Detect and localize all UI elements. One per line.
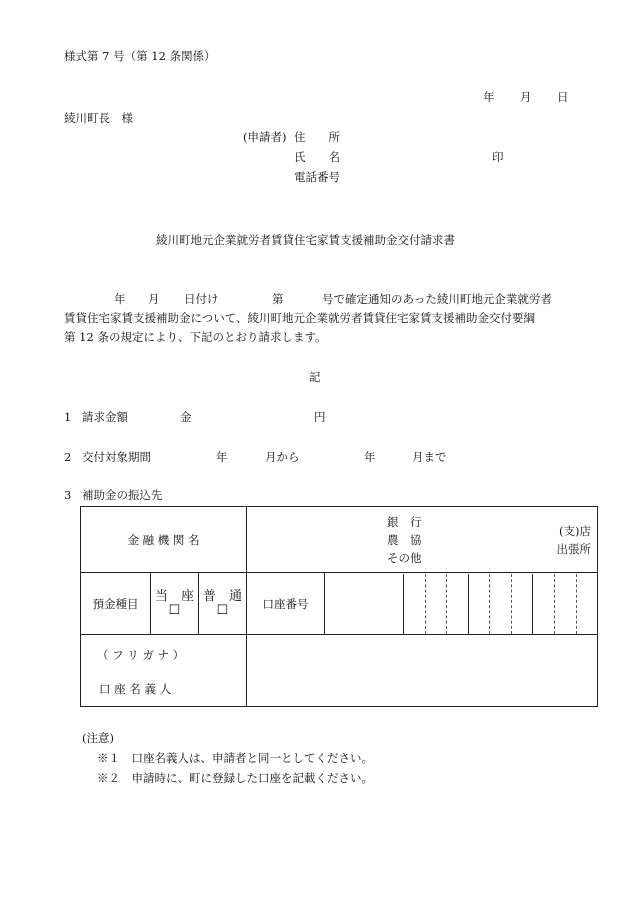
digit-box[interactable] xyxy=(532,574,554,634)
notes-heading: (注意) xyxy=(82,731,114,745)
item2-year-to: 年 xyxy=(364,450,376,464)
account-number-label: 口座番号 xyxy=(247,573,325,635)
body-year: 年 xyxy=(114,292,126,306)
note-2: ※２ 申請時に、町に登録した口座を記載ください。 xyxy=(97,771,373,785)
branch-type-shiten: (支)店 xyxy=(559,524,591,538)
holder-label-cell xyxy=(81,635,247,707)
ordinary-checkbox[interactable]: ☐ xyxy=(216,602,229,618)
bank-account-table xyxy=(80,506,598,707)
digit-box[interactable] xyxy=(554,574,576,634)
document-title: 綾川町地元企業就労者賃貸住宅家賃支援補助金交付請求書 xyxy=(156,233,455,247)
form-id: 様式第 7 号（第 12 条関係） xyxy=(64,49,216,63)
ordinary-label: 普 通 xyxy=(202,588,242,604)
item3-number: 3 xyxy=(64,488,72,502)
institution-label: 金 融 機 関 名 xyxy=(81,507,247,573)
digit-box[interactable] xyxy=(468,574,490,634)
digit-box[interactable] xyxy=(489,574,511,634)
seal-mark: 印 xyxy=(492,150,504,164)
bank-type-nokyo: 農 協 xyxy=(387,533,422,547)
date-day: 日 xyxy=(557,90,569,104)
address-label: 住 所 xyxy=(294,130,340,144)
ki-heading: 記 xyxy=(309,370,321,384)
body-line1-rest: 号で確定通知のあった綾川町地元企業就労者 xyxy=(322,292,552,306)
item2-year-from: 年 xyxy=(216,450,228,464)
body-line3: 第 12 条の規定により、下記のとおり請求します。 xyxy=(64,330,327,344)
body-month: 月 xyxy=(148,292,160,306)
item2-month-from: 月から xyxy=(265,450,300,464)
institution-row xyxy=(81,507,598,573)
digit-box[interactable] xyxy=(511,574,533,634)
digit-box[interactable] xyxy=(403,574,425,634)
account-holder-label: 口 座 名 義 人 xyxy=(99,682,172,696)
body-line2: 賃貸住宅家賃支援補助金について、綾川町地元企業就労者賃貸住宅家賃支援補助金交付要綱 xyxy=(64,311,536,325)
current-account-option[interactable] xyxy=(151,573,199,635)
digit-box[interactable] xyxy=(425,574,447,634)
item1-kin: 金 xyxy=(180,410,192,424)
digit-box[interactable] xyxy=(576,574,598,634)
applicant-label: (申請者) xyxy=(243,130,287,144)
item2-label: 交付対象期間 xyxy=(82,450,151,464)
note-1: ※１ 口座名義人は、申請者と同一としてください。 xyxy=(97,751,373,765)
item3-label: 補助金の振込先 xyxy=(82,488,163,502)
bank-type-bank: 銀 行 xyxy=(387,515,422,529)
item2-month-to: 月まで xyxy=(412,450,447,464)
institution-field[interactable] xyxy=(247,507,598,573)
current-label: 当 座 xyxy=(154,588,194,604)
digit-box[interactable] xyxy=(446,574,468,634)
item2-number: 2 xyxy=(64,450,72,464)
date-year: 年 xyxy=(483,90,495,104)
ordinary-account-option[interactable] xyxy=(199,573,247,635)
phone-label: 電話番号 xyxy=(294,170,340,184)
account-type-row xyxy=(81,573,598,635)
account-number-field[interactable] xyxy=(325,573,598,635)
item1-label: 請求金額 xyxy=(82,410,128,424)
name-label: 氏 名 xyxy=(294,150,340,164)
holder-row xyxy=(81,635,598,707)
body-number: 第 xyxy=(272,292,284,306)
current-checkbox[interactable]: ☐ xyxy=(168,602,181,618)
date-month: 月 xyxy=(520,90,532,104)
deposit-type-label: 預金種目 xyxy=(81,573,151,635)
addressee: 綾川町長 様 xyxy=(64,111,133,125)
body-date: 日付け xyxy=(184,292,219,306)
bank-type-other: その他 xyxy=(387,551,422,565)
item1-yen: 円 xyxy=(314,410,326,424)
furigana-label: （ フ リ ガ ナ ） xyxy=(97,648,185,662)
item1-number: 1 xyxy=(64,410,72,424)
account-holder-field[interactable] xyxy=(247,635,598,707)
branch-type-shucchojo: 出張所 xyxy=(556,542,591,556)
